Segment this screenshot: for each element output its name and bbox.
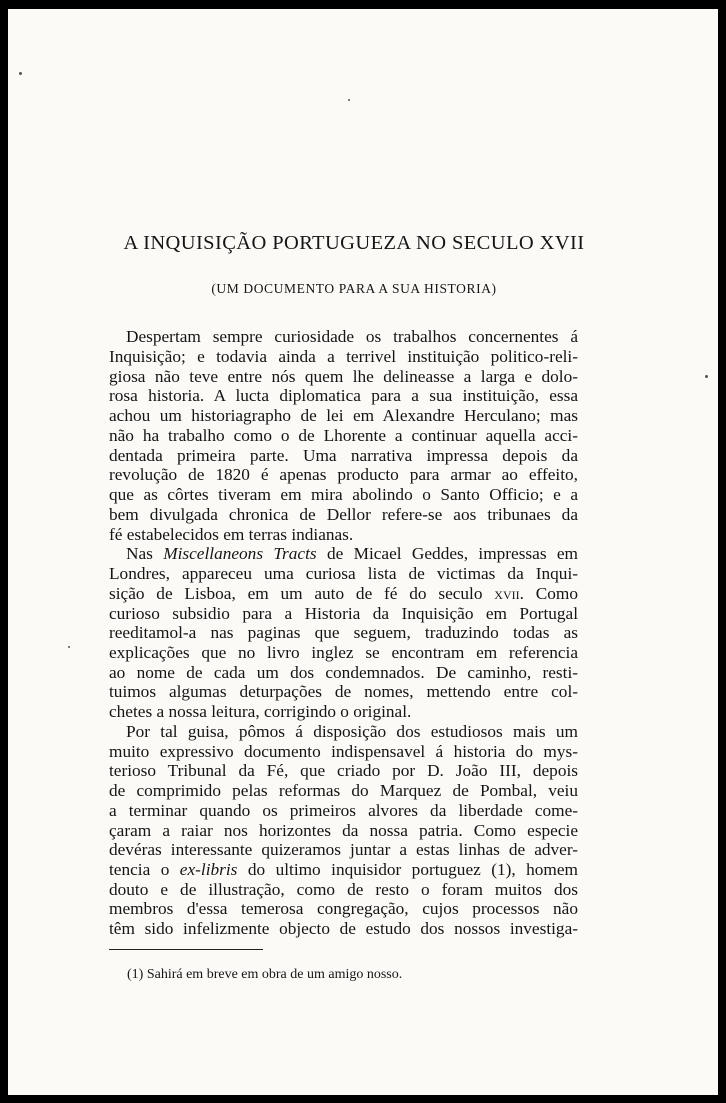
text-segment: Nas	[126, 544, 164, 563]
paper-speck	[68, 646, 70, 648]
text-line: chetes a nossa leitura, corrigindo o original.	[109, 702, 412, 721]
text-line: Despertam sempre curiosidade os trabalhos concernentes á	[126, 327, 578, 346]
text-line: douto e de illustração, como de resto o foram muitos dos	[109, 880, 578, 899]
text-line: membros d'essa temerosa congregação, cujos processos não	[109, 899, 578, 918]
text-line: devéras interessante quizeramos juntar a estas linhas de adver-	[109, 840, 578, 859]
text-line: tuimos algumas deturpações de nomes, mettendo entre col-	[109, 682, 578, 701]
text-line: revolução de 1820 é apenas producto para armar ao effeito,	[109, 465, 578, 484]
text-line: curioso subsidio para a Historia da Inquisição em Portugal	[109, 604, 578, 623]
text-line	[109, 860, 578, 880]
text-line: Inquisição; e todavia ainda a terrivel instituição politico-reli-	[109, 347, 578, 366]
text-line: reeditamol-a nas paginas que seguem, traduzindo todas as	[109, 623, 578, 642]
text-line: fé estabelecidos em terras indianas.	[109, 525, 354, 544]
page-title: A INQUISIÇÃO PORTUGUEZA NO SECULO XVII	[123, 232, 585, 254]
text-segment: tencia o	[109, 860, 180, 879]
paper-speck	[705, 375, 708, 378]
text-line: Londres, appareceu uma curiosa lista de victimas da Inqui-	[109, 564, 578, 583]
text-line: bem divulgada chronica de Dellor refere-se aos tribunaes da	[109, 505, 578, 524]
paper-speck	[19, 72, 22, 75]
text-line: rosa historia. A lucta diplomatica para a sua instituição, essa	[109, 386, 578, 405]
text-line: Por tal guisa, pômos á disposição dos estudiosos mais um	[126, 722, 578, 741]
text-line	[109, 584, 578, 604]
text-segment: do ultimo inquisidor portuguez (1), homem	[237, 860, 578, 879]
text-line: têm sido infelizmente objecto de estudo dos nossos investiga-	[109, 919, 578, 938]
footnote-divider	[109, 949, 263, 950]
small-caps-numeral: xvii	[494, 584, 520, 603]
text-line: terioso Tribunal da Fé, que criado por D. João III, depois	[109, 761, 578, 780]
page-subtitle: (UM DOCUMENTO PARA A SUA HISTORIA)	[211, 281, 497, 296]
book-page	[8, 9, 718, 1095]
text-line: achou um historiagrapho de lei em Alexandre Herculano; mas	[109, 406, 578, 425]
italic-title: Miscellaneons Tracts	[163, 544, 317, 563]
text-line: a terminar quando os primeiros alvores da liberdade come-	[109, 801, 578, 820]
italic-term: ex-libris	[179, 860, 238, 879]
text-segment: de Micael Geddes, impressas em	[316, 544, 578, 563]
text-segment: . Como	[519, 584, 578, 603]
text-line	[126, 544, 578, 564]
footnote: (1) Sahirá em breve em obra de um amigo nosso.	[127, 967, 403, 982]
text-line: muito expressivo documento indispensavel á historia do mys-	[109, 742, 578, 761]
text-line: çaram a raiar nos horizontes da nossa patria. Como especie	[109, 821, 578, 840]
paper-speck	[348, 99, 350, 101]
text-line: não ha trabalho como o de Lhorente a continuar aquella acci-	[109, 426, 578, 445]
text-line: giosa não teve entre nós quem lhe delineasse a larga e dolo-	[109, 367, 578, 386]
text-line: explicações que no livro inglez se encontram em referencia	[109, 643, 578, 662]
text-segment: sição de Lisboa, em um auto de fé do seculo	[109, 584, 495, 603]
text-line: que as côrtes tiveram em mira abolindo o Santo Officio; e a	[109, 485, 578, 504]
text-line: dentada primeira parte. Uma narrativa impressa depois da	[109, 446, 578, 465]
text-line: de comprimido pelas reformas do Marquez de Pombal, veiu	[109, 781, 578, 800]
text-line: ao nome de cada um dos condemnados. De caminho, resti-	[109, 663, 578, 682]
